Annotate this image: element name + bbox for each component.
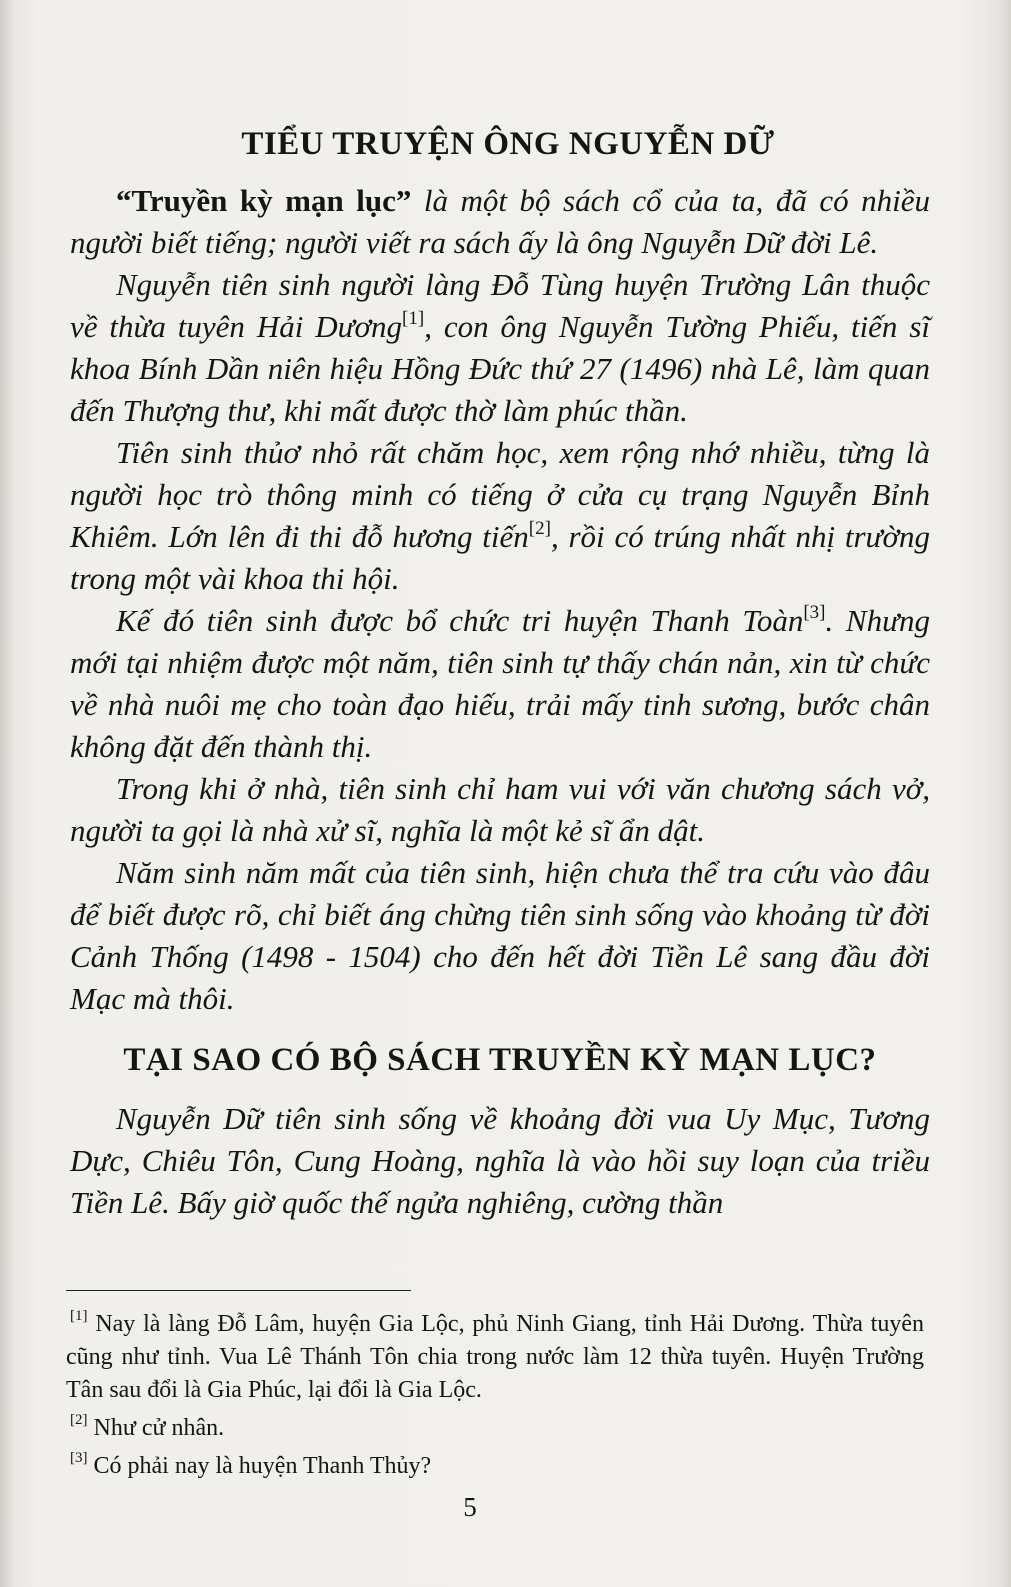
footnote-3-marker: [3] [70, 1450, 88, 1466]
paragraph-career [70, 600, 930, 768]
book-title-lead: “Truyền kỳ mạn lục” [116, 183, 412, 218]
paragraph-education-text-b: , rồi có trúng nhất nhị trường trong một vài khoa thi hội. [70, 519, 931, 596]
paragraph-dates: Năm sinh năm mất của tiên sinh, hiện chưa thể tra cứu vào đâu để biết được rõ, chỉ biết áng chừng tiên sinh sống vào khoảng từ đời Cảnh Thống (1498 - 1504) cho đến hết đời Tiền Lê sang đầu đời Mạc mà thôi. [70, 855, 930, 1016]
footnote-3 [66, 1450, 924, 1483]
footnote-ref-1: [1] [402, 308, 425, 329]
page-number: 5 [463, 1492, 477, 1522]
section-title-biography: TIỂU TRUYỆN ÔNG NGUYỄN DỮ [241, 126, 775, 162]
footnotes [66, 1308, 924, 1488]
footnote-divider [66, 1290, 411, 1291]
paragraph-intro-text: là một bộ sách cổ của ta, đã có nhiều người biết tiếng; người viết ra sách ấy là ông Nguyễn Dữ đời Lê. [70, 183, 931, 260]
paragraph-education-text-a: Tiên sinh thủơ nhỏ rất chăm học, xem rộng nhớ nhiều, từng là người học trò thông minh có tiếng ở cửa cụ trạng Nguyễn Bỉnh Khiêm. Lớn lên đi thi đỗ hương tiến [70, 435, 930, 554]
footnote-2-marker: [2] [70, 1412, 88, 1428]
footnote-1 [66, 1308, 924, 1407]
paragraph-intro [70, 180, 930, 264]
footnote-2 [66, 1412, 924, 1445]
section-title-why: TẠI SAO CÓ BỘ SÁCH TRUYỀN KỲ MẠN LỤC? [123, 1042, 877, 1078]
paragraph-origin [70, 264, 930, 432]
paragraph-retirement: Trong khi ở nhà, tiên sinh chỉ ham vui với văn chương sách vở, người ta gọi là nhà xử sĩ, nghĩa là một kẻ sĩ ẩn dật. [70, 771, 930, 848]
paragraph-origin-text-a: Nguyễn tiên sinh người làng Đỗ Tùng huyện Trường Lân thuộc về thừa tuyên Hải Dương [70, 267, 930, 344]
footnote-3-text: Có phải nay là huyện Thanh Thủy? [87, 1453, 432, 1479]
main-text [70, 122, 930, 1224]
footnote-ref-3: [3] [803, 602, 826, 623]
paragraph-education [70, 432, 930, 600]
footnote-1-marker: [1] [70, 1308, 88, 1324]
footnote-2-text: Như cử nhân. [87, 1415, 225, 1441]
paragraph-context: Nguyễn Dữ tiên sinh sống về khoảng đời vua Uy Mục, Tương Dực, Chiêu Tôn, Cung Hoàng, nghĩa là vào hồi suy loạn của triều Tiền Lê. Bấy giờ quốc thế ngửa nghiêng, cường thần [70, 1101, 930, 1220]
paragraph-career-text-a: Kế đó tiên sinh được bổ chức tri huyện Thanh Toàn [116, 603, 804, 638]
footnote-ref-2: [2] [528, 518, 551, 539]
paragraph-career-text-b: . Nhưng mới tại nhiệm được một năm, tiên sinh tự thấy chán nản, xin từ chức về nhà nuôi mẹ cho toàn đạo hiếu, trải mấy tinh sương, bước chân không đặt đến thành thị. [70, 603, 930, 764]
paragraph-origin-text-b: , con ông Nguyễn Tường Phiếu, tiến sĩ khoa Bính Dần niên hiệu Hồng Đức thứ 27 (1496) nhà Lê, làm quan đến Thượng thư, khi mất được thờ làm phúc thần. [70, 309, 930, 428]
footnote-1-text: Nay là làng Đỗ Lâm, huyện Gia Lộc, phủ Ninh Giang, tỉnh Hải Dương. Thừa tuyên cũng như tỉnh. Vua Lê Thánh Tôn chia trong nước làm 12 thừa tuyên. Huyện Trường Tân sau đổi là Gia Phúc, lại đổi là Gia Lộc. [66, 1311, 924, 1403]
